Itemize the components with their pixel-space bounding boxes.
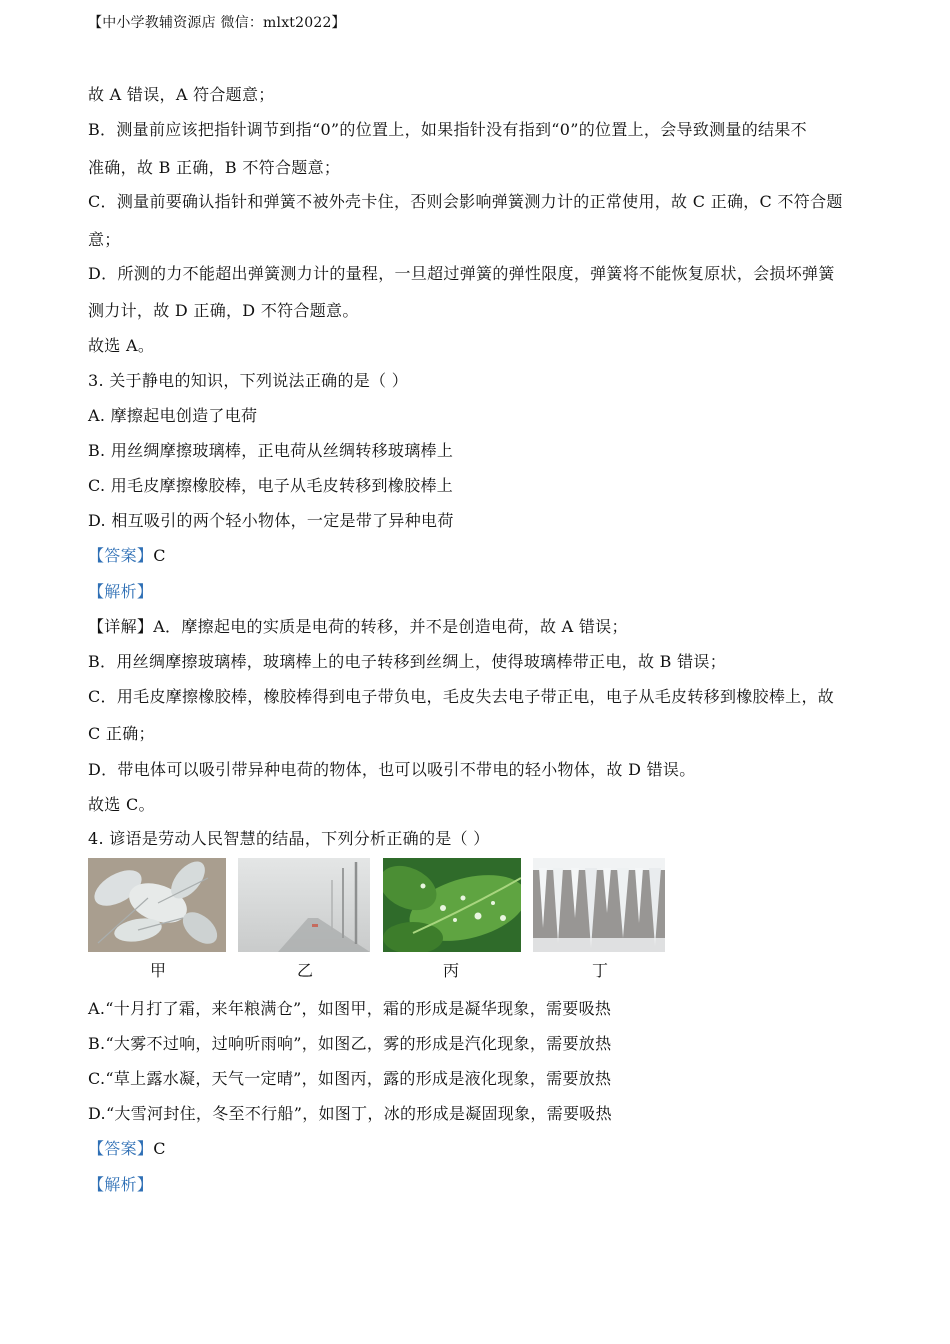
- answer-tag: 【答案】: [88, 546, 154, 565]
- detail-line: [88, 614, 628, 637]
- text-line: D．带电体可以吸引带异种电荷的物体，也可以吸引不带电的轻小物体，故 D 错误。: [88, 760, 696, 779]
- icicle-photo: [533, 858, 665, 952]
- frost-leaf-photo: [88, 858, 226, 952]
- text-line: 准确，故 B 正确，B 不符合题意；: [88, 158, 341, 177]
- option-b: B.“大雾不过响，过响听雨响”，如图乙，雾的形成是汽化现象，需要放热: [88, 1034, 612, 1053]
- fog-road-photo: [238, 858, 370, 952]
- question-4-stem: 4. 谚语是劳动人民智慧的结晶，下列分析正确的是（ ）: [88, 829, 490, 848]
- answer-value: C: [153, 1139, 166, 1158]
- option-d: D.“大雪河封住，冬至不行船”，如图丁，冰的形成是凝固现象，需要吸热: [88, 1104, 612, 1123]
- analysis-tag: 【解析】: [88, 582, 154, 601]
- answer-line: [88, 1136, 166, 1159]
- figure-caption-jia: 甲: [150, 961, 167, 980]
- text-line: C．测量前要确认指针和弹簧不被外壳卡住，否则会影响弹簧测力计的正常使用，故 C 正确，C 不符合题: [88, 192, 843, 211]
- answer-line: [88, 543, 166, 566]
- text-line: 故选 C。: [88, 795, 155, 814]
- figure-caption-ding: 丁: [592, 961, 609, 980]
- figure-caption-bing: 丙: [443, 961, 460, 980]
- option-a: A.“十月打了霜，来年粮满仓”，如图甲，霜的形成是凝华现象，需要吸热: [88, 999, 612, 1018]
- option-a: A. 摩擦起电创造了电荷: [88, 406, 258, 425]
- page-header: 【中小学教辅资源店 微信：mlxt2022】: [88, 15, 346, 31]
- text-line: B．测量前应该把指针调节到指“0”的位置上，如果指针没有指到“0”的位置上，会导致测量的结果不: [88, 120, 807, 139]
- detail-tag: 【详解】: [88, 617, 154, 636]
- text-line: C 正确；: [88, 724, 155, 743]
- text-line: C．用毛皮摩擦橡胶棒，橡胶棒得到电子带负电，毛皮失去电子带正电，电子从毛皮转移到橡胶棒上，故: [88, 687, 835, 706]
- text-line: 故选 A。: [88, 336, 155, 355]
- text-line: 故 A 错误，A 符合题意；: [88, 85, 275, 104]
- text-line: 意；: [88, 230, 121, 249]
- text-line: D．所测的力不能超出弹簧测力计的量程，一旦超过弹簧的弹性限度，弹簧将不能恢复原状，会损坏弹簧: [88, 264, 835, 283]
- analysis-tag: 【解析】: [88, 1175, 154, 1194]
- detail-text: A．摩擦起电的实质是电荷的转移，并不是创造电荷，故 A 错误；: [153, 617, 628, 636]
- option-c: C. 用毛皮摩擦橡胶棒，电子从毛皮转移到橡胶棒上: [88, 476, 454, 495]
- option-c: C.“草上露水凝，天气一定晴”，如图丙，露的形成是液化现象，需要放热: [88, 1069, 612, 1088]
- question-3-stem: 3. 关于静电的知识，下列说法正确的是（ ）: [88, 371, 409, 390]
- answer-tag: 【答案】: [88, 1139, 154, 1158]
- option-d: D. 相互吸引的两个轻小物体，一定是带了异种电荷: [88, 511, 454, 530]
- text-line: B．用丝绸摩擦玻璃棒，玻璃棒上的电子转移到丝绸上，使得玻璃棒带正电，故 B 错误；: [88, 652, 726, 671]
- option-b: B. 用丝绸摩擦玻璃棒，正电荷从丝绸转移玻璃棒上: [88, 441, 454, 460]
- figure-caption-yi: 乙: [297, 961, 314, 980]
- dew-leaf-photo: [383, 858, 521, 952]
- text-line: 测力计，故 D 正确，D 不符合题意。: [88, 301, 359, 320]
- answer-value: C: [153, 546, 166, 565]
